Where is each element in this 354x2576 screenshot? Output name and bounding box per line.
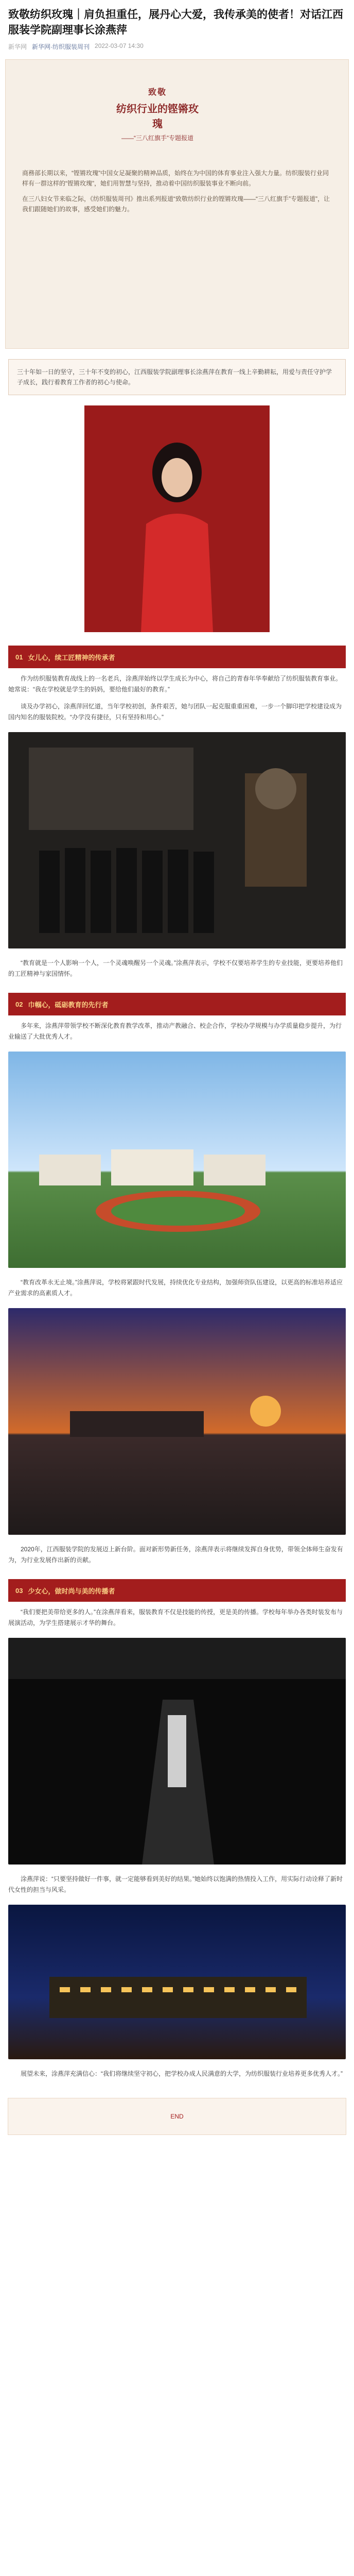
section-header	[8, 1579, 346, 1602]
intro-text: 三十年如一日的坚守，三十年不变的初心，江西服装学院副理事长涂燕萍在教育一线上辛勤耕耘，用爱与责任守护学子成长，践行着教育工作者的初心与使命。	[17, 368, 332, 386]
publish-date: 2022-03-07 14:30	[95, 42, 144, 49]
paragraph: “我们要把美带给更多的人。”在涂燕萍看来，服装教育不仅是技能的传授，更是美的传播。学校每年举办各类时装发布与展演活动，为学生搭建展示才华的舞台。	[8, 1608, 343, 1626]
section-header	[8, 646, 346, 668]
section-title: 少女心，做时尚与美的传播者	[28, 1587, 115, 1595]
intro-box	[8, 359, 346, 395]
paragraph: 2020年，江西服装学院的发展迈上新台阶。面对新形势新任务，涂燕萍表示将继续发挥自身优势，带领全体师生奋发有为，为行业发展作出新的贡献。	[8, 1546, 343, 1564]
paragraph: 展望未来，涂燕萍充满信心：“我们将继续坚守初心，把学校办成人民满意的大学，为纺织服装行业培养更多优秀人才。”	[21, 2070, 343, 2077]
section-number: 01	[15, 653, 23, 661]
portrait-photo	[84, 405, 270, 632]
banner-subtitle: ——“三八红旗手”专题报道	[121, 134, 193, 142]
article-meta	[0, 40, 354, 59]
campus-buildings-icon	[8, 1052, 346, 1268]
section-number: 02	[15, 1000, 23, 1008]
banner-title-main: 纺织行业的铿锵玫瑰	[116, 104, 199, 130]
group-photo	[8, 732, 346, 948]
banner-paragraph	[22, 194, 332, 214]
paragraph: 谈及办学初心，涂燕萍回忆道，当年学校初创，条件艰苦，她与团队一起克服重重困难，一步一个脚印把学校建设成为国内知名的服装院校。“办学没有捷径，只有坚持和用心。”	[8, 703, 342, 721]
end-decoration	[8, 2098, 346, 2135]
section-number: 03	[15, 1586, 23, 1595]
section-header	[8, 993, 346, 1015]
banner-paragraph-text: 在三八妇女节来临之际，《纺织服装周刊》推出系列报道“致敬纺织行业的铿锵玫瑰——“三八红旗手”专题报道”，让我们跟随她们的故事，感受她们的魅力。	[22, 195, 330, 213]
banner-body	[22, 168, 332, 219]
campus-sunset-photo	[8, 1308, 346, 1535]
paragraph: 多年来，涂燕萍带领学校不断深化教育教学改革，推动产教融合、校企合作，学校办学规模与办学质量稳步提升，为行业输送了大批优秀人才。	[8, 1022, 342, 1040]
banner-title-top: 致敬	[148, 88, 167, 97]
paragraph: “教育就是一个人影响一个人，一个灵魂唤醒另一个灵魂。”涂燕萍表示，学校不仅要培养学生的专业技能，更要培养他们的工匠精神与家国情怀。	[8, 959, 343, 977]
paragraph: 涂燕萍说：“只要坚持做好一件事，就一定能够看到美好的结果。”她始终以饱满的热情投入工作，用实际行动诠释了新时代女性的担当与风采。	[8, 1875, 343, 1893]
section-title: 巾帼心，砥砺教育的先行者	[28, 1001, 109, 1009]
article-title: 致敬纺织玫瑰｜肩负担重任，展丹心大爱，我传承美的使者！对话江西服装学院副理事长涂燕萍	[8, 9, 343, 36]
portrait-figure-icon	[131, 436, 223, 632]
runway-scene-icon	[8, 1638, 346, 1865]
campus-night-photo	[8, 1905, 346, 2059]
account-link[interactable]: 新华网·纺织服装周刊	[32, 43, 90, 50]
author-label: 新华网	[8, 43, 27, 50]
banner-titlebox	[114, 86, 201, 142]
paragraph: 作为纺织服装教育战线上的一名老兵，涂燕萍始终以学生成长为中心，将自己的青春年华奉献给了纺织服装教育事业。她常说：“我在学校就是学生的妈妈，要给他们最好的教育。”	[8, 675, 342, 693]
header-banner	[5, 59, 349, 349]
section-title: 女儿心，续工匠精神的传承者	[28, 653, 115, 662]
banner-paragraph: 商務部长期以来，“铿锵玫瑰”中国女足凝聚的精神品质，始终在为中国的体育事业注入强大力量。纺织服装行业同样有一群这样的“铿锵玫瑰”，她们用智慧与坚持，推动着中国纺织服装事业不断向前。	[22, 170, 329, 187]
exhibition-scene-icon	[8, 732, 346, 948]
skyline-icon	[8, 1308, 346, 1535]
campus-aerial-photo	[8, 1052, 346, 1268]
paragraph: “教育改革永无止境。”涂燕萍说，学校将紧跟时代发展，持续优化专业结构，加强师资队伍建设，以更高的标准培养适应产业需求的高素质人才。	[8, 1279, 343, 1297]
fashion-show-photo	[8, 1638, 346, 1865]
night-building-icon	[8, 1905, 346, 2059]
end-note: END	[170, 2113, 184, 2120]
